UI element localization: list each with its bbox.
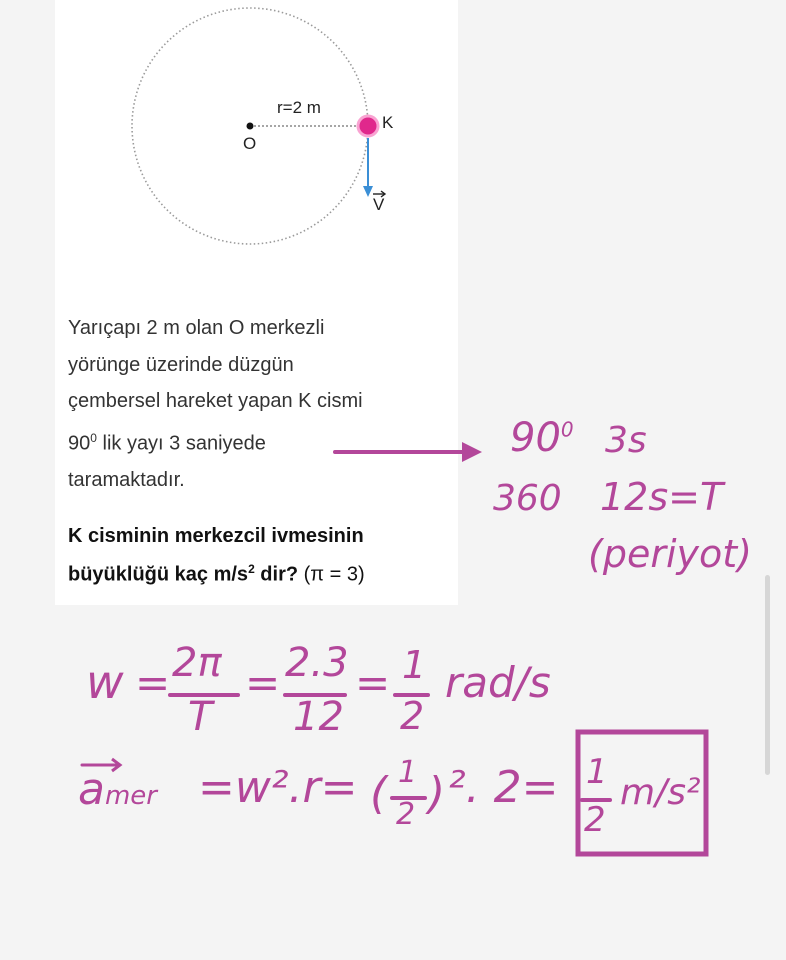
hw-12: 12 (293, 694, 344, 740)
hw-1: 1 (402, 643, 427, 687)
hw-2: 2 (400, 694, 425, 738)
hw-rad-s: rad/s (445, 658, 551, 707)
hw-answer-den: 2 (584, 800, 606, 840)
hw-half-num: 1 (398, 755, 418, 790)
hw-eq: = (135, 658, 171, 707)
hw-3s: 3s (605, 420, 647, 461)
hw-square-times-2: ². 2= (448, 762, 559, 813)
object-label: K (382, 113, 394, 132)
problem-line: çembersel hareket yapan K cismi (68, 390, 363, 412)
velocity-label: V (373, 195, 385, 214)
hw-half-den: 2 (396, 797, 416, 832)
center-label: O (243, 134, 257, 153)
hw-period-eq: 12s=T (600, 475, 724, 519)
question-line: K cisminin merkezcil ivmesinin (68, 525, 364, 547)
hw-2pi: 2π (172, 640, 222, 686)
hw-2x3: 2.3 (285, 640, 349, 686)
problem-line: yörünge üzerinde düzgün (68, 353, 294, 376)
hw-eq: = (245, 658, 281, 707)
question-line: büyüklüğü kaç $m/s^2$ dir? (π = 3) (68, 562, 365, 586)
hw-period-word: (periyot) (588, 532, 752, 576)
problem-line: Yarıçapı 2 m olan O merkezli (68, 317, 325, 339)
hw-answer-unit: m/s² (620, 772, 701, 813)
hw-paren-open: ( (370, 768, 388, 819)
hw-omega: w (86, 655, 124, 709)
radius-label: r=2 m (277, 98, 321, 117)
hw-360: 360 (493, 478, 562, 519)
problem-line: taramaktadır. (68, 468, 185, 491)
hw-90: $90^0$ (510, 415, 574, 461)
hint-arrowhead (462, 442, 482, 462)
hw-formula: =w².r= (198, 762, 358, 813)
hw-answer-num: 1 (586, 752, 608, 792)
hw-a-mer: amer (78, 764, 157, 815)
hw-paren-close: ) (428, 768, 446, 819)
problem-line: $90^0$ lik yayı 3 saniyede (68, 430, 266, 455)
hw-eq: = (355, 658, 391, 707)
hw-T: T (188, 694, 213, 740)
